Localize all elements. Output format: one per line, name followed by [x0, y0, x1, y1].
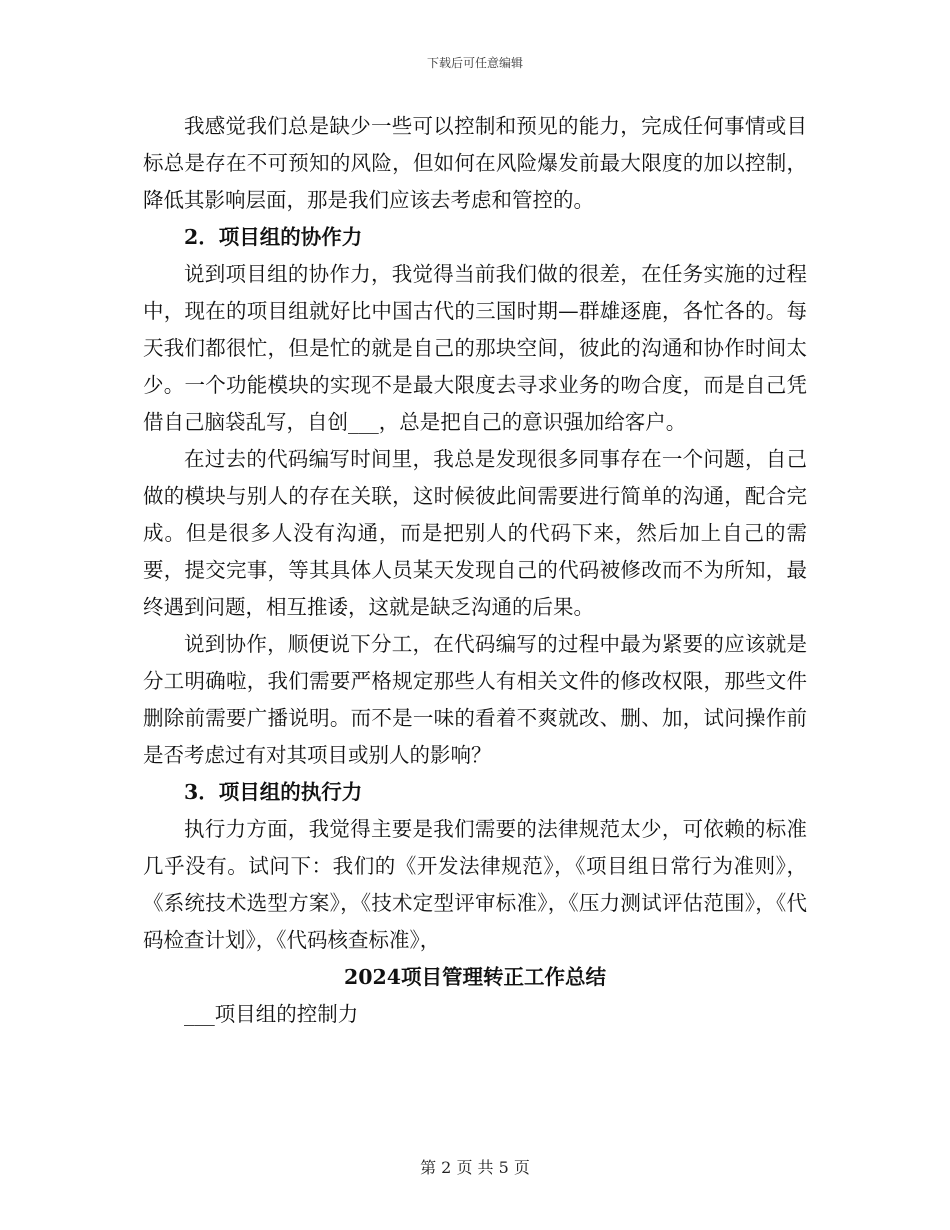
section-heading-collaboration: 2．项目组的协作力	[184, 225, 363, 249]
paragraph-division-of-labor: 说到协作，顺便说下分工，在代码编写的过程中最为紧要的应该就是分工明确啦，我们需要严格规定那些人有相关文件的修改权限，那些文件删除前需要广播说明。而不是一味的看着不爽就改、删、加，试问操作前是否考虑过有对其项目或别人的影响？	[143, 632, 807, 767]
paragraph-code-communication: 在过去的代码编写时间里，我总是发现很多同事存在一个问题，自己做的模块与别人的存在关联，这时候彼此间需要进行简单的沟通，配合完成。但是很多人没有沟通，而是把别人的代码下来，然后加上自己的需要，提交完事，等其具体人员某天发现自己的代码被修改而不为所知，最终遇到问题，相互推诿，这就是缺乏沟通的后果。	[143, 447, 807, 619]
paragraph-risk-control: 我感觉我们总是缺少一些可以控制和预见的能力，完成任何事情或目标总是存在不可预知的风险，但如何在风险爆发前最大限度的加以控制，降低其影响层面，那是我们应该去考虑和管控的。	[143, 114, 807, 212]
paragraph-collaboration: 说到项目组的协作力，我觉得当前我们做的很差，在任务实施的过程中，现在的项目组就好比中国古代的三国时期—群雄逐鹿，各忙各的。每天我们都很忙，但是忙的就是自己的那块空间，彼此的沟通和协作时间太少。一个功能模块的实现不是最大限度去寻求业务的吻合度，而是自己凭借自己脑袋乱写，自创___，总是把自己的意识强加给客户。	[143, 262, 807, 434]
page-header: 下载后可任意编辑	[426, 56, 523, 70]
document-body	[143, 108, 807, 1033]
paragraph-execution: 执行力方面，我觉得主要是我们需要的法律规范太少，可依赖的标准几乎没有。试问下：我们的《开发法律规范》，《项目组日常行为准则》，《系统技术选型方案》，《技术定型评审标准》，《压力测试评估范围》，《代码检查计划》，《代码核查标准》，	[143, 817, 807, 952]
page-footer: 第 2 页 共 5 页	[420, 1158, 530, 1177]
document-title: 2024项目管理转正工作总结	[343, 965, 607, 989]
paragraph-control-heading: ___项目组的控制力	[184, 1002, 359, 1026]
section-heading-execution: 3．项目组的执行力	[184, 780, 363, 804]
